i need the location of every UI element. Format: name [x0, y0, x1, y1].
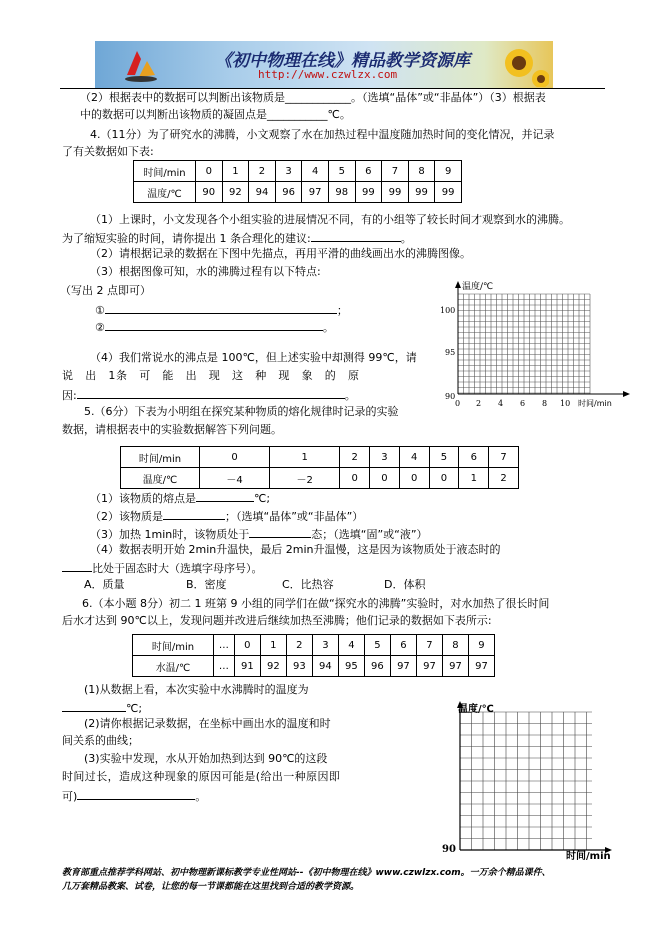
table-cell: 92 — [222, 182, 249, 203]
intro-line-2: 中的数据可以判断出该物质的凝固点是___________℃。 — [80, 108, 351, 121]
table-cell: 8 — [442, 635, 468, 656]
table-cell: 0 — [340, 468, 370, 489]
table-cell: 2 — [249, 161, 276, 182]
q4-graph-x-tick: 2 — [476, 399, 482, 408]
q5-s3-blank[interactable] — [249, 526, 311, 538]
table-cell: 0 — [234, 635, 260, 656]
q4-p4c-end: 。 — [344, 389, 356, 402]
table-cell: 97 — [302, 182, 329, 203]
table-cell: 1 — [459, 468, 489, 489]
q6-s3: (3)实验中发现，水从开始加热到达到 90℃的这段 — [84, 752, 328, 765]
table-cell: 6 — [459, 447, 489, 468]
table-cell: 7 — [489, 447, 519, 468]
q4-p2: （2）请根据记录的数据在下图中先描点，再用平滑的曲线画出水的沸腾图像。 — [90, 247, 471, 260]
q4-item-2 — [95, 319, 334, 335]
table-cell: 94 — [249, 182, 276, 203]
q4-p3: （3）根据图像可知，水的沸腾过程有以下特点: — [90, 265, 321, 278]
table-cell: 90 — [196, 182, 223, 203]
q4-graph-x-tick: 4 — [498, 399, 504, 408]
q4-title-2: 了有关数据如下表: — [62, 145, 154, 158]
q5-s2-blank[interactable] — [163, 508, 225, 520]
q5-option-d: D．体积 — [384, 578, 426, 591]
q4-item-1-marker: ① — [95, 304, 105, 317]
table-row — [121, 447, 519, 468]
q5-s4b-text: 比处于固态时大（选填字母序号）。 — [92, 562, 263, 575]
q4-item-1-end: ； — [336, 304, 348, 317]
table-cell: 1 — [270, 447, 340, 468]
table-cell: 4 — [302, 161, 329, 182]
q5-s1-text: （1）该物质的熔点是 — [90, 492, 196, 505]
q6-data-table — [132, 634, 495, 677]
table-row — [133, 635, 495, 656]
q6-s3b: 时间过长，造成这种现象的原因可能是(给出一种原因即 — [62, 770, 341, 783]
q4-p4c-text: 因: — [62, 389, 77, 402]
q5-title-2: 数据，请根据表中的实验数据解答下列问题。 — [62, 423, 282, 436]
q5-s4b — [62, 560, 263, 576]
q4-graph-y-tick: 95 — [445, 348, 456, 357]
table-cell: 4 — [338, 635, 364, 656]
q6-title-2: 后水才达到 90℃以上，发现问题并改进后继续加热至沸腾；他们记录的数据如下表所示: — [62, 614, 492, 627]
table-cell: 时间/min — [121, 447, 200, 468]
table-row — [134, 161, 462, 182]
q6-s1: (1)从数据上看，本次实验中水沸腾时的温度为 — [84, 683, 309, 696]
table-cell: 8 — [408, 161, 435, 182]
table-cell: 97 — [468, 656, 494, 677]
table-cell: 4 — [399, 447, 429, 468]
header-banner — [95, 41, 553, 88]
q6-s3-blank[interactable] — [77, 788, 195, 800]
table-cell: 温度/℃ — [121, 468, 200, 489]
q4-p1c: 。 — [400, 232, 412, 245]
table-cell: 97 — [416, 656, 442, 677]
table-cell: 91 — [234, 656, 260, 677]
q6-s1-blank[interactable] — [62, 700, 126, 712]
q5-s1 — [90, 490, 270, 506]
q5-title: 5.（6分）下表为小明组在探究某种物质的熔化规律时记录的实验 — [84, 405, 399, 418]
q6-graph-origin-label: 90 — [442, 844, 456, 855]
q6-graph[interactable] — [440, 700, 620, 862]
table-cell: 2 — [340, 447, 370, 468]
table-cell: 99 — [382, 182, 409, 203]
table-cell: 2 — [489, 468, 519, 489]
table-cell: 5 — [328, 161, 355, 182]
q4-graph-x-tick: 0 — [455, 399, 461, 408]
table-cell: 99 — [355, 182, 382, 203]
q5-data-table — [120, 446, 519, 489]
q4-graph-x-tick: 6 — [520, 399, 526, 408]
table-cell: 3 — [370, 447, 400, 468]
table-cell: 92 — [260, 656, 286, 677]
header-rule — [60, 88, 605, 89]
q6-s2b: 间关系的曲线； — [62, 734, 139, 747]
banner-title: 《初中物理在线》精品教学资源库 — [215, 51, 470, 71]
table-cell: … — [214, 656, 235, 677]
table-cell: 96 — [364, 656, 390, 677]
table-cell: 3 — [312, 635, 338, 656]
q4-item-2-marker: ② — [95, 321, 105, 334]
q4-p1: （1）上课时，小文发现各个小组实验的进展情况不同，有的小组等了较长时间才观察到水的沸腾。 — [90, 213, 570, 226]
q6-title: 6.（本小题 8分）初二 1 班第 9 小组的同学们在做“探究水的沸腾”实验时，对水加热了很长时间 — [82, 597, 550, 610]
q4-title: 4.（11分）为了研究水的沸腾，小文观察了水在加热过程中温度随加热时间的变化情况，并记录 — [90, 128, 555, 141]
table-cell: 7 — [416, 635, 442, 656]
table-cell: 1 — [260, 635, 286, 656]
q4-graph-y-tick: 90 — [445, 392, 456, 401]
table-row — [133, 656, 495, 677]
q6-s3c — [62, 788, 206, 804]
table-cell: 97 — [442, 656, 468, 677]
table-cell: 时间/min — [133, 635, 214, 656]
q6-graph-x-label: 时间/min — [566, 851, 611, 862]
q5-s4-blank[interactable] — [62, 560, 92, 572]
footer-line-2: 几万套精品教案、试卷，让您的每一节课都能在这里找到合适的教学资源。 — [62, 882, 360, 892]
table-cell: 3 — [275, 161, 302, 182]
table-cell: 94 — [312, 656, 338, 677]
table-cell: 9 — [468, 635, 494, 656]
table-cell: 99 — [408, 182, 435, 203]
q5-s2-end: ；（选填“晶体”或“非晶体”） — [225, 510, 364, 523]
q4-p3b: （写出 2 点即可） — [60, 284, 151, 297]
q6-s1-end: ℃; — [126, 702, 143, 715]
q6-s3c-end: 。 — [195, 790, 207, 803]
table-cell: 2 — [286, 635, 312, 656]
q5-option-c: C．比热容 — [282, 578, 334, 591]
table-cell: 96 — [275, 182, 302, 203]
banner-url[interactable]: http://www.czwlzx.com — [258, 68, 398, 81]
q5-s2-text: （2）该物质是 — [90, 510, 163, 523]
q5-s4: （4）数据表明开始 2min升温快，最后 2min升温慢，这是因为该物质处于液态时的 — [90, 543, 501, 556]
table-cell: 0 — [370, 468, 400, 489]
table-cell: 6 — [355, 161, 382, 182]
table-row — [134, 182, 462, 203]
table-cell: 1 — [222, 161, 249, 182]
table-cell: 6 — [390, 635, 416, 656]
table-cell: 5 — [429, 447, 459, 468]
table-cell: 9 — [435, 161, 462, 182]
q5-option-b: B．密度 — [186, 578, 227, 591]
q5-s3-end: 态；（选填“固”或“液”） — [311, 528, 428, 541]
q4-p1b-text: 为了缩短实验的时间，请你提出 1 条合理化的建议: — [62, 232, 311, 245]
table-cell: 0 — [429, 468, 459, 489]
q6-s2: (2)请你根据记录数据，在坐标中画出水的温度和时 — [84, 717, 331, 730]
table-cell: 93 — [286, 656, 312, 677]
q4-item-2-blank[interactable] — [105, 319, 323, 331]
table-cell: 0 — [399, 468, 429, 489]
q5-s1-blank[interactable] — [196, 490, 254, 502]
table-cell: … — [214, 635, 235, 656]
table-cell: 温度/℃ — [134, 182, 196, 203]
q4-graph-x-label: 时间/min — [578, 399, 612, 408]
q4-p1b — [62, 230, 412, 246]
q4-answer-blank[interactable] — [311, 230, 401, 242]
table-row — [121, 468, 519, 489]
table-cell: 97 — [390, 656, 416, 677]
q6-s3c-text: 可) — [62, 790, 78, 803]
q4-item-1-blank[interactable] — [105, 302, 337, 314]
table-cell: 0 — [196, 161, 223, 182]
table-cell: －2 — [270, 468, 340, 489]
table-cell: 时间/min — [134, 161, 196, 182]
table-cell: 7 — [382, 161, 409, 182]
q4-graph-x-tick: 8 — [542, 399, 548, 408]
table-cell: －4 — [200, 468, 270, 489]
logo-icon — [121, 45, 161, 85]
q4-p4c — [62, 387, 356, 403]
q4-graph[interactable] — [438, 278, 650, 408]
q5-s1-end: ℃; — [254, 492, 271, 505]
table-cell: 95 — [338, 656, 364, 677]
footer-line-1: 教育部重点推荐学科网站、初中物理新课标教学专业性网站--《初中物理在线》www.czwlzx.com。一万余个精品课件、 — [62, 868, 551, 878]
q4-graph-y-tick: 100 — [440, 306, 456, 315]
q6-graph-y-label: 温度/℃ — [458, 704, 494, 715]
sunflower-icon — [489, 43, 549, 87]
q4-item-1 — [95, 302, 348, 318]
q5-s2 — [90, 508, 363, 524]
q4-p4-blank[interactable] — [77, 387, 345, 399]
q5-s3 — [90, 526, 428, 542]
q4-p4b: 说 出 1条 可 能 出 现 这 种 现 象 的 原 — [62, 369, 360, 382]
q4-item-2-end: 。 — [322, 321, 334, 334]
q5-s3-text: （3）加热 1min时，该物质处于 — [90, 528, 250, 541]
table-cell: 0 — [200, 447, 270, 468]
q5-option-a: A．质量 — [84, 578, 125, 591]
table-cell: 98 — [328, 182, 355, 203]
q4-graph-y-label: 温度/℃ — [462, 282, 494, 292]
q4-graph-x-tick: 10 — [560, 399, 571, 408]
intro-line-1: （2）根据表中的数据可以判断出该物质是____________。（选填“晶体”或“非晶体”）（3）根据表 — [80, 91, 546, 104]
q4-p4a: （4）我们常说水的沸点是 100℃，但上述实验中却测得 99℃，请 — [90, 351, 417, 364]
table-cell: 水温/℃ — [133, 656, 214, 677]
table-cell: 99 — [435, 182, 462, 203]
q4-data-table — [133, 160, 462, 203]
table-cell: 5 — [364, 635, 390, 656]
q6-s1b — [62, 700, 142, 716]
